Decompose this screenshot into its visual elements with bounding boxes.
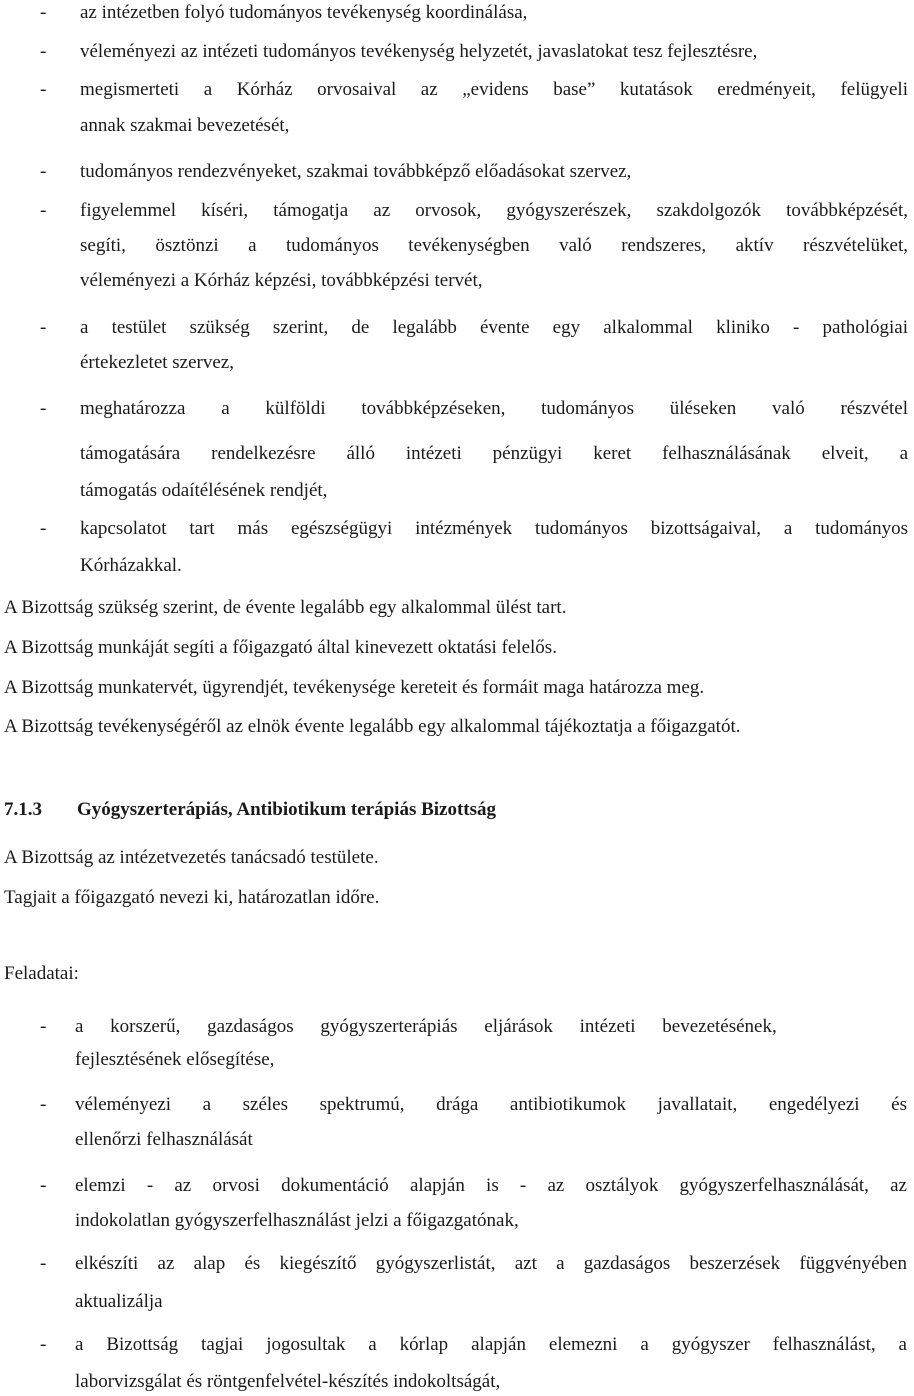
- dash: -: [40, 161, 47, 182]
- list-item-line: fejlesztésének elősegítése,: [75, 1049, 275, 1070]
- list-item-line: aktualizálja: [75, 1291, 163, 1312]
- list-item-line: az intézetben folyó tudományos tevékenység koordinálása,: [80, 2, 528, 23]
- dash: -: [40, 317, 47, 338]
- dash: -: [40, 1016, 47, 1037]
- list-item-line: a Bizottság tagjai jogosultak a kórlap alapján elemezni a gyógyszer felhasználást, a: [75, 1334, 907, 1355]
- dash: -: [40, 1094, 47, 1115]
- list-item-line: véleményezi az intézeti tudományos tevékenység helyzetét, javaslatokat tesz fejlesztésre,: [80, 41, 758, 62]
- list-item-line: ellenőrzi felhasználását: [75, 1129, 253, 1150]
- list-item-line: véleményezi a Kórház képzési, továbbképzési tervét,: [80, 270, 483, 291]
- tasks-label: Feladatai:: [4, 963, 79, 984]
- list-item-line: támogatására rendelkezésre álló intézeti pénzügyi keret felhasználásának elveit, a: [80, 443, 908, 464]
- list-item-line: Kórházakkal.: [80, 555, 182, 576]
- section-title: Gyógyszerterápiás, Antibiotikum terápiás Bizottság: [77, 799, 497, 820]
- paragraph: Tagjait a főigazgató nevezi ki, határozatlan időre.: [4, 887, 380, 908]
- paragraph: A Bizottság szükség szerint, de évente legalább egy alkalommal ülést tart.: [4, 597, 567, 618]
- dash: -: [40, 518, 47, 539]
- list-item-line: kapcsolatot tart más egészségügyi intézmények tudományos bizottságaival, a tudományos: [80, 518, 908, 539]
- list-item-line: segíti, ösztönzi a tudományos tevékenységben való rendszeres, aktív részvételüket,: [80, 235, 908, 256]
- list-item-line: annak szakmai bevezetését,: [80, 115, 290, 136]
- list-item-line: megismerteti a Kórház orvosaival az „evidens base” kutatások eredményeit, felügyeli: [80, 79, 908, 100]
- dash: -: [40, 200, 47, 221]
- paragraph: A Bizottság munkatervét, ügyrendjét, tevékenysége kereteit és formáit maga határozza meg.: [4, 677, 705, 698]
- list-item-line: értekezletet szervez,: [80, 352, 234, 373]
- dash: -: [40, 41, 47, 62]
- list-item-line: laborvizsgálat és röntgenfelvétel-készítés indokoltságát,: [75, 1371, 501, 1392]
- paragraph: A Bizottság munkáját segíti a főigazgató által kinevezett oktatási felelős.: [4, 637, 557, 658]
- list-item-line: elemzi - az orvosi dokumentáció alapján is - az osztályok gyógyszerfelhasználását, az: [75, 1175, 907, 1196]
- dash: -: [40, 2, 47, 23]
- list-item-line: a testület szükség szerint, de legalább évente egy alkalommal kliniko - pathológiai: [80, 317, 908, 338]
- paragraph: A Bizottság az intézetvezetés tanácsadó testülete.: [4, 847, 379, 868]
- list-item-line: tudományos rendezvényeket, szakmai továbbképző előadásokat szervez,: [80, 161, 632, 182]
- section-number: 7.1.3: [4, 799, 42, 820]
- dash: -: [40, 1334, 47, 1355]
- paragraph: A Bizottság tevékenységéről az elnök évente legalább egy alkalommal tájékoztatja a főigazgatót.: [4, 716, 741, 737]
- list-item-line: elkészíti az alap és kiegészítő gyógyszerlistát, azt a gazdaságos beszerzések függvényében: [75, 1253, 907, 1274]
- list-item-line: véleményezi a széles spektrumú, drága antibiotikumok javallatait, engedélyezi és: [75, 1094, 907, 1115]
- dash: -: [40, 79, 47, 100]
- dash: -: [40, 1253, 47, 1274]
- list-item-line: meghatározza a külföldi továbbképzéseken, tudományos üléseken való részvétel: [80, 398, 908, 419]
- list-item-line: figyelemmel kíséri, támogatja az orvosok, gyógyszerészek, szakdolgozók továbbképzését,: [80, 200, 908, 221]
- list-item-line: indokolatlan gyógyszerfelhasználást jelzi a főigazgatónak,: [75, 1210, 519, 1231]
- list-item-line: támogatás odaítélésének rendjét,: [80, 480, 328, 501]
- dash: -: [40, 398, 47, 419]
- dash: -: [40, 1175, 47, 1196]
- list-item-line: a korszerű, gazdaságos gyógyszerterápiás eljárások intézeti bevezetésének,: [75, 1016, 777, 1037]
